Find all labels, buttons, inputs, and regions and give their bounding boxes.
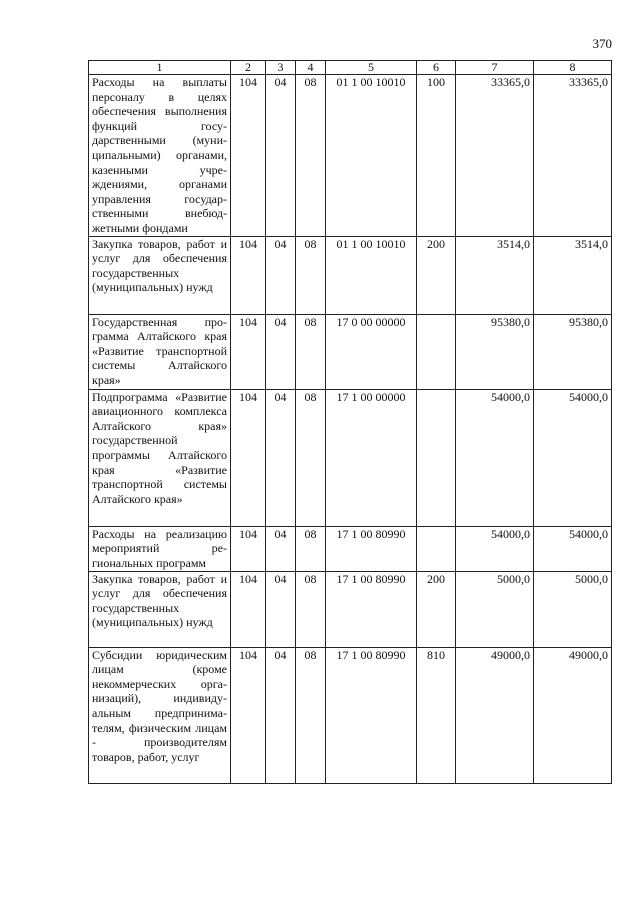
cell-expense-type: 100 [417, 75, 456, 237]
header-row [89, 61, 612, 75]
column-header: 7 [456, 61, 534, 75]
cell-expense-type [417, 526, 456, 571]
row-name: Подпрограмма «Развитие авиационного комплекса Алтайского края» государственной программы Алтайского края «Развитие транспортной системы Алтайского края» [89, 389, 231, 526]
cell-amount-1: 54000,0 [456, 526, 534, 571]
cell-subsection: 04 [266, 236, 296, 314]
cell-amount-2: 95380,0 [534, 314, 612, 389]
cell-target-code: 01 1 00 10010 [326, 236, 417, 314]
column-header: 4 [296, 61, 326, 75]
cell-item: 08 [296, 571, 326, 647]
table-row [89, 236, 612, 314]
table-row [89, 314, 612, 389]
cell-amount-1: 49000,0 [456, 647, 534, 783]
cell-amount-2: 5000,0 [534, 571, 612, 647]
cell-subsection: 04 [266, 389, 296, 526]
cell-amount-1: 33365,0 [456, 75, 534, 237]
cell-target-code: 01 1 00 10010 [326, 75, 417, 237]
cell-amount-1: 54000,0 [456, 389, 534, 526]
row-name: Закупка товаров, работ и услуг для обеспечения государственных (муниципальных) нужд [89, 236, 231, 314]
row-name: Государственная программа Алтайского края «Развитие транспортной системы Алтайского края» [89, 314, 231, 389]
column-header: 5 [326, 61, 417, 75]
cell-expense-type: 200 [417, 236, 456, 314]
cell-expense-type [417, 389, 456, 526]
cell-subsection: 04 [266, 314, 296, 389]
row-name: Расходы на выплаты персоналу в целях обеспечения выполнения функций государственными (муниципальными) органами, казенными учреждениями, органами управления государственными внебюджетными фондами [89, 75, 231, 237]
row-name: Закупка товаров, работ и услуг для обеспечения государственных (муниципальных) нужд [89, 571, 231, 647]
cell-expense-type: 810 [417, 647, 456, 783]
cell-section: 104 [231, 647, 266, 783]
row-name: Субсидии юридическим лицам (кроме некоммерческих организаций), индивидуальным предпринимателям, физическим лицам - производителям товаров, работ, услуг [89, 647, 231, 783]
table-row [89, 389, 612, 526]
cell-amount-1: 5000,0 [456, 571, 534, 647]
cell-item: 08 [296, 314, 326, 389]
cell-amount-1: 95380,0 [456, 314, 534, 389]
cell-section: 104 [231, 314, 266, 389]
cell-expense-type [417, 314, 456, 389]
cell-section: 104 [231, 571, 266, 647]
cell-item: 08 [296, 236, 326, 314]
cell-target-code: 17 0 00 00000 [326, 314, 417, 389]
cell-amount-1: 3514,0 [456, 236, 534, 314]
cell-subsection: 04 [266, 647, 296, 783]
table-row [89, 75, 612, 237]
cell-amount-2: 3514,0 [534, 236, 612, 314]
page-number: 370 [592, 36, 612, 51]
cell-section: 104 [231, 75, 266, 237]
column-header: 6 [417, 61, 456, 75]
cell-target-code: 17 1 00 00000 [326, 389, 417, 526]
cell-section: 104 [231, 236, 266, 314]
cell-amount-2: 33365,0 [534, 75, 612, 237]
cell-subsection: 04 [266, 526, 296, 571]
table-row [89, 647, 612, 783]
cell-amount-2: 49000,0 [534, 647, 612, 783]
cell-item: 08 [296, 647, 326, 783]
column-header: 3 [266, 61, 296, 75]
budget-table [88, 60, 612, 784]
table-row [89, 571, 612, 647]
cell-subsection: 04 [266, 75, 296, 237]
row-name: Расходы на реализацию мероприятий региональных программ [89, 526, 231, 571]
cell-target-code: 17 1 00 80990 [326, 647, 417, 783]
cell-subsection: 04 [266, 571, 296, 647]
cell-amount-2: 54000,0 [534, 389, 612, 526]
cell-target-code: 17 1 00 80990 [326, 526, 417, 571]
column-header: 8 [534, 61, 612, 75]
cell-section: 104 [231, 389, 266, 526]
table-row [89, 526, 612, 571]
cell-expense-type: 200 [417, 571, 456, 647]
column-header: 2 [231, 61, 266, 75]
cell-item: 08 [296, 75, 326, 237]
cell-item: 08 [296, 389, 326, 526]
cell-item: 08 [296, 526, 326, 571]
cell-section: 104 [231, 526, 266, 571]
cell-target-code: 17 1 00 80990 [326, 571, 417, 647]
column-header: 1 [89, 61, 231, 75]
cell-amount-2: 54000,0 [534, 526, 612, 571]
